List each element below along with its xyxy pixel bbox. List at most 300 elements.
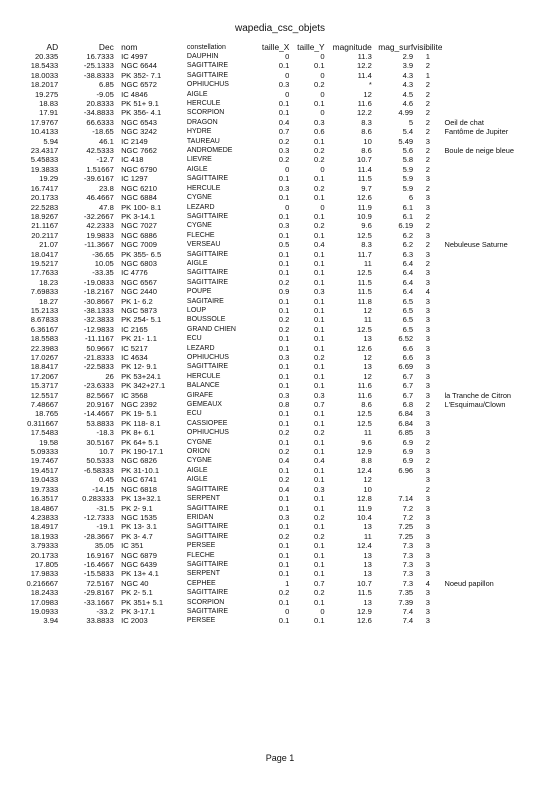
cell-taille-y: 0.1	[314, 343, 325, 353]
cell-constellation: AIGLE	[186, 259, 208, 267]
cell-nom: PK 13- 3.1	[121, 522, 157, 532]
cell-mag-surf: 4.5	[402, 89, 414, 99]
cell-dec: 10.05	[94, 258, 114, 268]
header-visibilite: visibilite	[413, 41, 443, 52]
cell-visibilite: 2	[425, 146, 430, 156]
cell-spacer	[114, 278, 121, 287]
cell-nom: PK 3- 4.7	[121, 531, 153, 541]
cell-nom: IC 4846	[121, 89, 148, 99]
cell-note	[442, 99, 560, 108]
cell-ad: 19.3833	[30, 164, 59, 174]
cell-note	[442, 297, 560, 306]
cell-magnitude: 11	[363, 531, 372, 541]
cell-constellation: SAGITTAIRE	[186, 589, 229, 597]
cell-nom: PK 64+ 5.1	[121, 437, 159, 447]
cell-constellation: TAUREAU	[186, 137, 220, 145]
cell-visibilite: 3	[425, 597, 430, 607]
cell-dec: 23.8	[99, 183, 114, 193]
cell-note	[442, 250, 560, 259]
table-row	[8, 184, 560, 193]
cell-spacer	[114, 80, 121, 89]
table-row	[8, 456, 560, 465]
cell-spacer	[114, 560, 121, 569]
cell-mag-surf: 6.1	[402, 202, 414, 212]
cell-taille-x: 0	[285, 52, 290, 61]
cell-taille-y: 0.1	[314, 447, 325, 457]
cell-note	[442, 52, 560, 61]
cell-magnitude: 10.7	[357, 155, 372, 165]
cell-nom: NGC 7662	[121, 146, 157, 156]
cell-taille-x: 0.2	[278, 588, 290, 598]
cell-constellation: SAGITTAIRE	[186, 62, 229, 70]
table-row	[8, 579, 560, 588]
cell-nom: NGC 6543	[121, 117, 157, 127]
cell-spacer	[114, 485, 121, 494]
table-row	[8, 297, 560, 306]
cell-magnitude: 13	[363, 569, 372, 579]
cell-mag-surf: 6.4	[402, 268, 414, 278]
cell-taille-y: 0.1	[314, 249, 325, 259]
cell-ad: 17.9767	[30, 117, 59, 127]
cell-magnitude: 12.9	[357, 447, 372, 457]
cell-magnitude: 10	[363, 484, 372, 494]
table-row	[8, 428, 560, 437]
cell-magnitude: 11	[363, 258, 372, 268]
cell-visibilite: 3	[425, 381, 430, 391]
cell-visibilite: 3	[425, 606, 430, 616]
cell-spacer	[114, 118, 121, 127]
cell-magnitude: 10.7	[357, 578, 372, 588]
cell-ad: 19.7467	[30, 456, 59, 466]
cell-ad: 20.335	[34, 52, 59, 61]
cell-constellation: SAGITTAIRE	[186, 560, 229, 568]
cell-ad: 19.4517	[30, 465, 59, 475]
cell-taille-y: 0.1	[314, 437, 325, 447]
cell-dec: 66.6333	[86, 117, 114, 127]
table-row	[8, 221, 560, 230]
cell-mag-surf: 4.6	[402, 99, 414, 109]
cell-mag-surf: 4.99	[398, 108, 414, 118]
cell-mag-surf: 6.69	[398, 362, 414, 372]
cell-taille-x: 1	[285, 578, 290, 588]
cell-note	[442, 485, 560, 494]
table-row	[8, 372, 560, 381]
cell-note	[442, 560, 560, 569]
cell-spacer	[114, 588, 121, 597]
cell-taille-x: 0	[285, 89, 290, 99]
cell-dec: 0.45	[99, 475, 114, 485]
cell-mag-surf: 2.9	[402, 52, 414, 61]
cell-taille-x: 0.1	[278, 249, 290, 259]
cell-taille-x: 0.1	[278, 559, 290, 569]
cell-constellation: GIRAFE	[186, 391, 213, 399]
cell-taille-x: 0.1	[278, 569, 290, 579]
cell-taille-y: 0	[320, 52, 325, 61]
cell-taille-x: 0.1	[278, 343, 290, 353]
cell-taille-x: 0	[285, 606, 290, 616]
cell-visibilite: 2	[425, 89, 430, 99]
cell-note: Boule de neige bleue	[444, 146, 514, 156]
cell-magnitude: 12.4	[357, 541, 372, 551]
cell-spacer	[114, 466, 121, 475]
cell-magnitude: 12.5	[357, 324, 372, 334]
cell-spacer	[114, 231, 121, 240]
table-row	[8, 315, 560, 324]
cell-dec: 46.1	[99, 136, 114, 146]
cell-mag-surf: 7.25	[398, 522, 414, 532]
cell-spacer	[114, 456, 121, 465]
cell-visibilite: 3	[425, 334, 430, 344]
table-row	[8, 400, 560, 409]
cell-spacer	[114, 184, 121, 193]
cell-constellation: FLECHE	[186, 231, 215, 239]
cell-spacer	[114, 334, 121, 343]
cell-taille-x: 0.3	[278, 146, 290, 156]
cell-ad: 17.9833	[30, 569, 59, 579]
cell-constellation: PERSEE	[186, 617, 216, 625]
cell-taille-x: 0.1	[278, 494, 290, 504]
cell-note	[442, 428, 560, 437]
cell-visibilite: 3	[425, 465, 430, 475]
table-row	[8, 504, 560, 513]
cell-note	[442, 184, 560, 193]
cell-nom: PK 2- 9.1	[121, 503, 153, 513]
cell-taille-y: 0	[320, 202, 325, 212]
cell-visibilite: 3	[425, 390, 430, 400]
cell-mag-surf: 7.4	[402, 616, 414, 626]
cell-taille-x: 0.1	[278, 61, 290, 71]
cell-constellation: AIGLE	[186, 476, 208, 484]
cell-nom: NGC 2440	[121, 287, 157, 297]
cell-magnitude: 11	[363, 428, 372, 438]
cell-dec: 30.5167	[86, 437, 114, 447]
cell-taille-x: 0.1	[278, 174, 290, 184]
cell-taille-x: 0.1	[278, 381, 290, 391]
cell-taille-x: 0.1	[278, 371, 290, 381]
cell-taille-y: 0.2	[314, 80, 325, 90]
cell-ad: 18.2017	[30, 80, 59, 90]
cell-visibilite: 3	[425, 230, 430, 240]
cell-ad: 3.94	[43, 616, 59, 626]
cell-constellation: CYGNE	[186, 457, 212, 465]
cell-nom: NGC 6644	[121, 61, 157, 71]
cell-taille-x: 0.3	[278, 80, 290, 90]
cell-spacer	[114, 137, 121, 146]
cell-nom: PK 21- 1.1	[121, 334, 157, 344]
cell-dec: 50.5333	[86, 456, 114, 466]
cell-visibilite: 3	[425, 569, 430, 579]
cell-constellation: SERPENT	[186, 570, 220, 578]
cell-spacer	[114, 400, 121, 409]
cell-constellation: BALANCE	[186, 382, 220, 390]
cell-constellation: SAGITTAIRE	[186, 71, 229, 79]
cell-taille-x: 0.1	[278, 550, 290, 560]
cell-spacer	[114, 522, 121, 531]
cell-ad: 19.0433	[30, 475, 59, 485]
cell-spacer	[114, 268, 121, 277]
cell-spacer	[114, 409, 121, 418]
table-row	[8, 569, 560, 578]
cell-nom: PK 51+ 9.1	[121, 99, 159, 109]
cell-constellation: ERIDAN	[186, 513, 214, 521]
cell-visibilite: 3	[425, 353, 430, 362]
cell-mag-surf: 6.4	[402, 277, 414, 287]
cell-ad: 19.275	[34, 89, 59, 99]
table-row	[8, 287, 560, 296]
cell-visibilite: 2	[425, 61, 430, 71]
cell-magnitude: 8.6	[361, 400, 372, 410]
cell-taille-y: 0	[320, 89, 325, 99]
cell-taille-y: 0.1	[314, 362, 325, 372]
header-spacer	[114, 40, 121, 52]
cell-taille-y: 0.1	[314, 211, 325, 221]
cell-taille-y: 0.1	[314, 465, 325, 475]
cell-mag-surf: 6.4	[402, 287, 414, 297]
cell-visibilite: 3	[425, 315, 430, 325]
cell-visibilite: 3	[425, 362, 430, 372]
cell-nom: NGC 6572	[121, 80, 157, 90]
cell-note	[442, 551, 560, 560]
cell-note	[442, 334, 560, 343]
cell-mag-surf: 6.9	[402, 447, 414, 457]
table-row	[8, 71, 560, 80]
cell-constellation: BOUSSOLE	[186, 316, 226, 324]
cell-taille-y: 0.1	[314, 371, 325, 381]
cell-taille-x: 0.1	[278, 616, 290, 626]
cell-taille-x: 0	[285, 164, 290, 174]
cell-spacer	[114, 541, 121, 550]
cell-taille-y: 0.1	[314, 334, 325, 344]
cell-spacer	[114, 438, 121, 447]
cell-taille-x: 0.2	[278, 475, 290, 485]
cell-dec: 33.8833	[86, 616, 114, 626]
cell-spacer	[114, 61, 121, 70]
cell-mag-surf: 4.3	[402, 70, 414, 80]
cell-note	[442, 71, 560, 80]
cell-ad: 16.7417	[30, 183, 59, 193]
cell-visibilite: 3	[425, 418, 430, 428]
cell-dec: -25.1333	[83, 61, 114, 71]
table-row	[8, 61, 560, 70]
cell-note	[442, 362, 560, 371]
cell-nom: PK 355- 6.5	[121, 249, 162, 259]
cell-taille-x: 0.2	[278, 315, 290, 325]
cell-note	[442, 616, 560, 625]
cell-spacer	[114, 532, 121, 541]
cell-dec: 82.5667	[86, 390, 114, 400]
cell-note	[442, 155, 560, 164]
table-row	[8, 447, 560, 456]
cell-mag-surf: 7.3	[402, 578, 414, 588]
cell-dec: -16.4667	[83, 559, 114, 569]
cell-taille-y: 0.3	[314, 484, 325, 494]
cell-dec: 42.5333	[86, 146, 114, 156]
cell-ad: 18.8417	[30, 362, 59, 372]
cell-constellation: HERCULE	[186, 372, 221, 380]
cell-magnitude: 12.8	[357, 494, 372, 504]
cell-dec: -9.05	[96, 89, 114, 99]
cell-mag-surf: 6.4	[402, 258, 414, 268]
cell-ad: 19.58	[39, 437, 59, 447]
cell-taille-x: 0.3	[278, 512, 290, 522]
cell-note	[442, 466, 560, 475]
cell-constellation: PERSEE	[186, 542, 216, 550]
cell-visibilite: 4	[425, 578, 430, 588]
cell-mag-surf: 6.84	[398, 409, 414, 419]
cell-taille-x: 0.7	[278, 127, 290, 137]
cell-constellation: GRAND CHIEN	[186, 325, 236, 333]
cell-constellation: CASSIOPEE	[186, 419, 228, 427]
cell-dec: 20.8333	[86, 99, 114, 109]
cell-dec: 16.7333	[86, 52, 114, 61]
cell-nom: NGC 40	[121, 578, 149, 588]
cell-mag-surf: 6.5	[402, 324, 414, 334]
cell-constellation: ECU	[186, 335, 202, 343]
table-row	[8, 466, 560, 475]
cell-spacer	[114, 344, 121, 353]
cell-dec: 16.9167	[86, 550, 114, 560]
cell-spacer	[114, 419, 121, 428]
cell-spacer	[114, 569, 121, 578]
cell-magnitude: 11.4	[357, 164, 372, 174]
cell-note	[442, 353, 560, 362]
cell-note	[442, 513, 560, 522]
table-row	[8, 438, 560, 447]
cell-nom: IC 2003	[121, 616, 148, 626]
cell-magnitude: 12.9	[357, 606, 372, 616]
cell-nom: PK 53+24.1	[121, 371, 161, 381]
cell-mag-surf: 6.96	[398, 465, 414, 475]
cell-spacer	[114, 391, 121, 400]
cell-dec: -31.5	[96, 503, 114, 513]
cell-note	[442, 306, 560, 315]
cell-dec: 0.283333	[82, 494, 114, 504]
cell-mag-surf: 7.2	[402, 512, 414, 522]
cell-ad: 18.23	[39, 277, 59, 287]
cell-nom: NGC 5873	[121, 305, 157, 315]
cell-mag-surf: 5.9	[402, 164, 414, 174]
cell-note	[442, 193, 560, 202]
cell-taille-x: 0.9	[278, 287, 290, 297]
cell-spacer	[114, 221, 121, 230]
cell-constellation: FLECHE	[186, 551, 215, 559]
cell-visibilite: 2	[425, 117, 430, 127]
cell-note	[442, 231, 560, 240]
cell-taille-x: 0.1	[278, 108, 290, 118]
cell-visibilite: 4	[425, 287, 430, 297]
cell-dec: -32.2667	[83, 211, 114, 221]
cell-ad: 0.311667	[27, 418, 59, 428]
cell-taille-x: 0.1	[278, 230, 290, 240]
cell-note	[442, 569, 560, 578]
cell-visibilite: 3	[425, 136, 430, 146]
cell-dec: -21.8333	[83, 353, 114, 362]
cell-taille-x: 0.1	[278, 334, 290, 344]
cell-magnitude: 12	[363, 353, 372, 362]
cell-constellation: LEZARD	[186, 344, 215, 352]
cell-note	[442, 278, 560, 287]
cell-taille-x: 0.2	[278, 155, 290, 165]
cell-taille-y: 0.2	[314, 531, 325, 541]
cell-ad: 22.3983	[30, 343, 59, 353]
cell-taille-y: 0.1	[314, 409, 325, 419]
cell-nom: NGC 6803	[121, 258, 157, 268]
cell-dec: -14.15	[92, 484, 114, 494]
cell-magnitude: 12	[363, 475, 372, 485]
cell-magnitude: 11.5	[357, 588, 372, 598]
cell-constellation: ANDROMEDE	[186, 147, 233, 155]
cell-dec: 46.4667	[86, 193, 114, 203]
table-row	[8, 193, 560, 202]
cell-spacer	[114, 212, 121, 221]
cell-taille-y: 0.1	[314, 324, 325, 334]
cell-mag-surf: 5.8	[402, 155, 414, 165]
cell-visibilite: 3	[425, 531, 430, 541]
cell-note	[442, 541, 560, 550]
table-row	[8, 494, 560, 503]
cell-spacer	[114, 287, 121, 296]
header-magnitude: magnitude	[332, 41, 372, 52]
cell-mag-surf: 6	[408, 193, 414, 203]
cell-visibilite: 3	[425, 268, 430, 278]
cell-dec: -39.6167	[83, 174, 114, 184]
cell-taille-x: 0.1	[278, 503, 290, 513]
cell-mag-surf: 6.5	[402, 305, 414, 315]
cell-magnitude: 12.6	[357, 616, 372, 626]
cell-visibilite: 3	[425, 447, 430, 457]
table-row	[8, 80, 560, 89]
cell-constellation: VERSEAU	[186, 241, 221, 249]
cell-nom: PK 3-17.1	[121, 606, 155, 616]
cell-nom: NGC 6210	[121, 183, 157, 193]
table-row	[8, 522, 560, 531]
cell-taille-x: 0.1	[278, 437, 290, 447]
cell-mag-surf: 5	[408, 117, 414, 127]
cell-spacer	[114, 428, 121, 437]
cell-taille-x: 0.3	[278, 390, 290, 400]
cell-spacer	[114, 551, 121, 560]
cell-taille-x: 0.1	[278, 258, 290, 268]
cell-dec: -14.4667	[83, 409, 114, 419]
cell-dec: 53.8833	[86, 418, 114, 428]
cell-ad: 18.1933	[30, 531, 59, 541]
cell-nom: PK 8+ 6.1	[121, 428, 155, 438]
cell-taille-x: 0.4	[278, 456, 290, 466]
cell-taille-y: 0.1	[314, 616, 325, 626]
cell-visibilite: 2	[425, 108, 430, 118]
cell-constellation: ORION	[186, 448, 210, 456]
cell-constellation: LIEVRE	[186, 156, 212, 164]
table-row	[8, 174, 560, 183]
table-row	[8, 607, 560, 616]
cell-ad: 15.2133	[30, 305, 59, 315]
cell-dec: 26	[105, 371, 114, 381]
cell-magnitude: 13	[363, 597, 372, 607]
cell-dec: 19.9833	[86, 230, 114, 240]
cell-dec: -12.9833	[83, 324, 114, 334]
cell-nom: NGC 3242	[121, 127, 157, 137]
cell-mag-surf: 6.9	[402, 437, 414, 447]
table-row	[8, 268, 560, 277]
cell-ad: 20.1733	[30, 193, 59, 203]
table-row	[8, 137, 560, 146]
cell-nom: PK 31-10.1	[121, 465, 160, 475]
cell-constellation: SCORPION	[186, 598, 225, 606]
cell-constellation: SAGITTAIRE	[186, 504, 229, 512]
cell-dec: -28.3667	[83, 531, 114, 541]
header-mag-surf: mag_surf	[378, 41, 414, 52]
cell-note	[442, 598, 560, 607]
